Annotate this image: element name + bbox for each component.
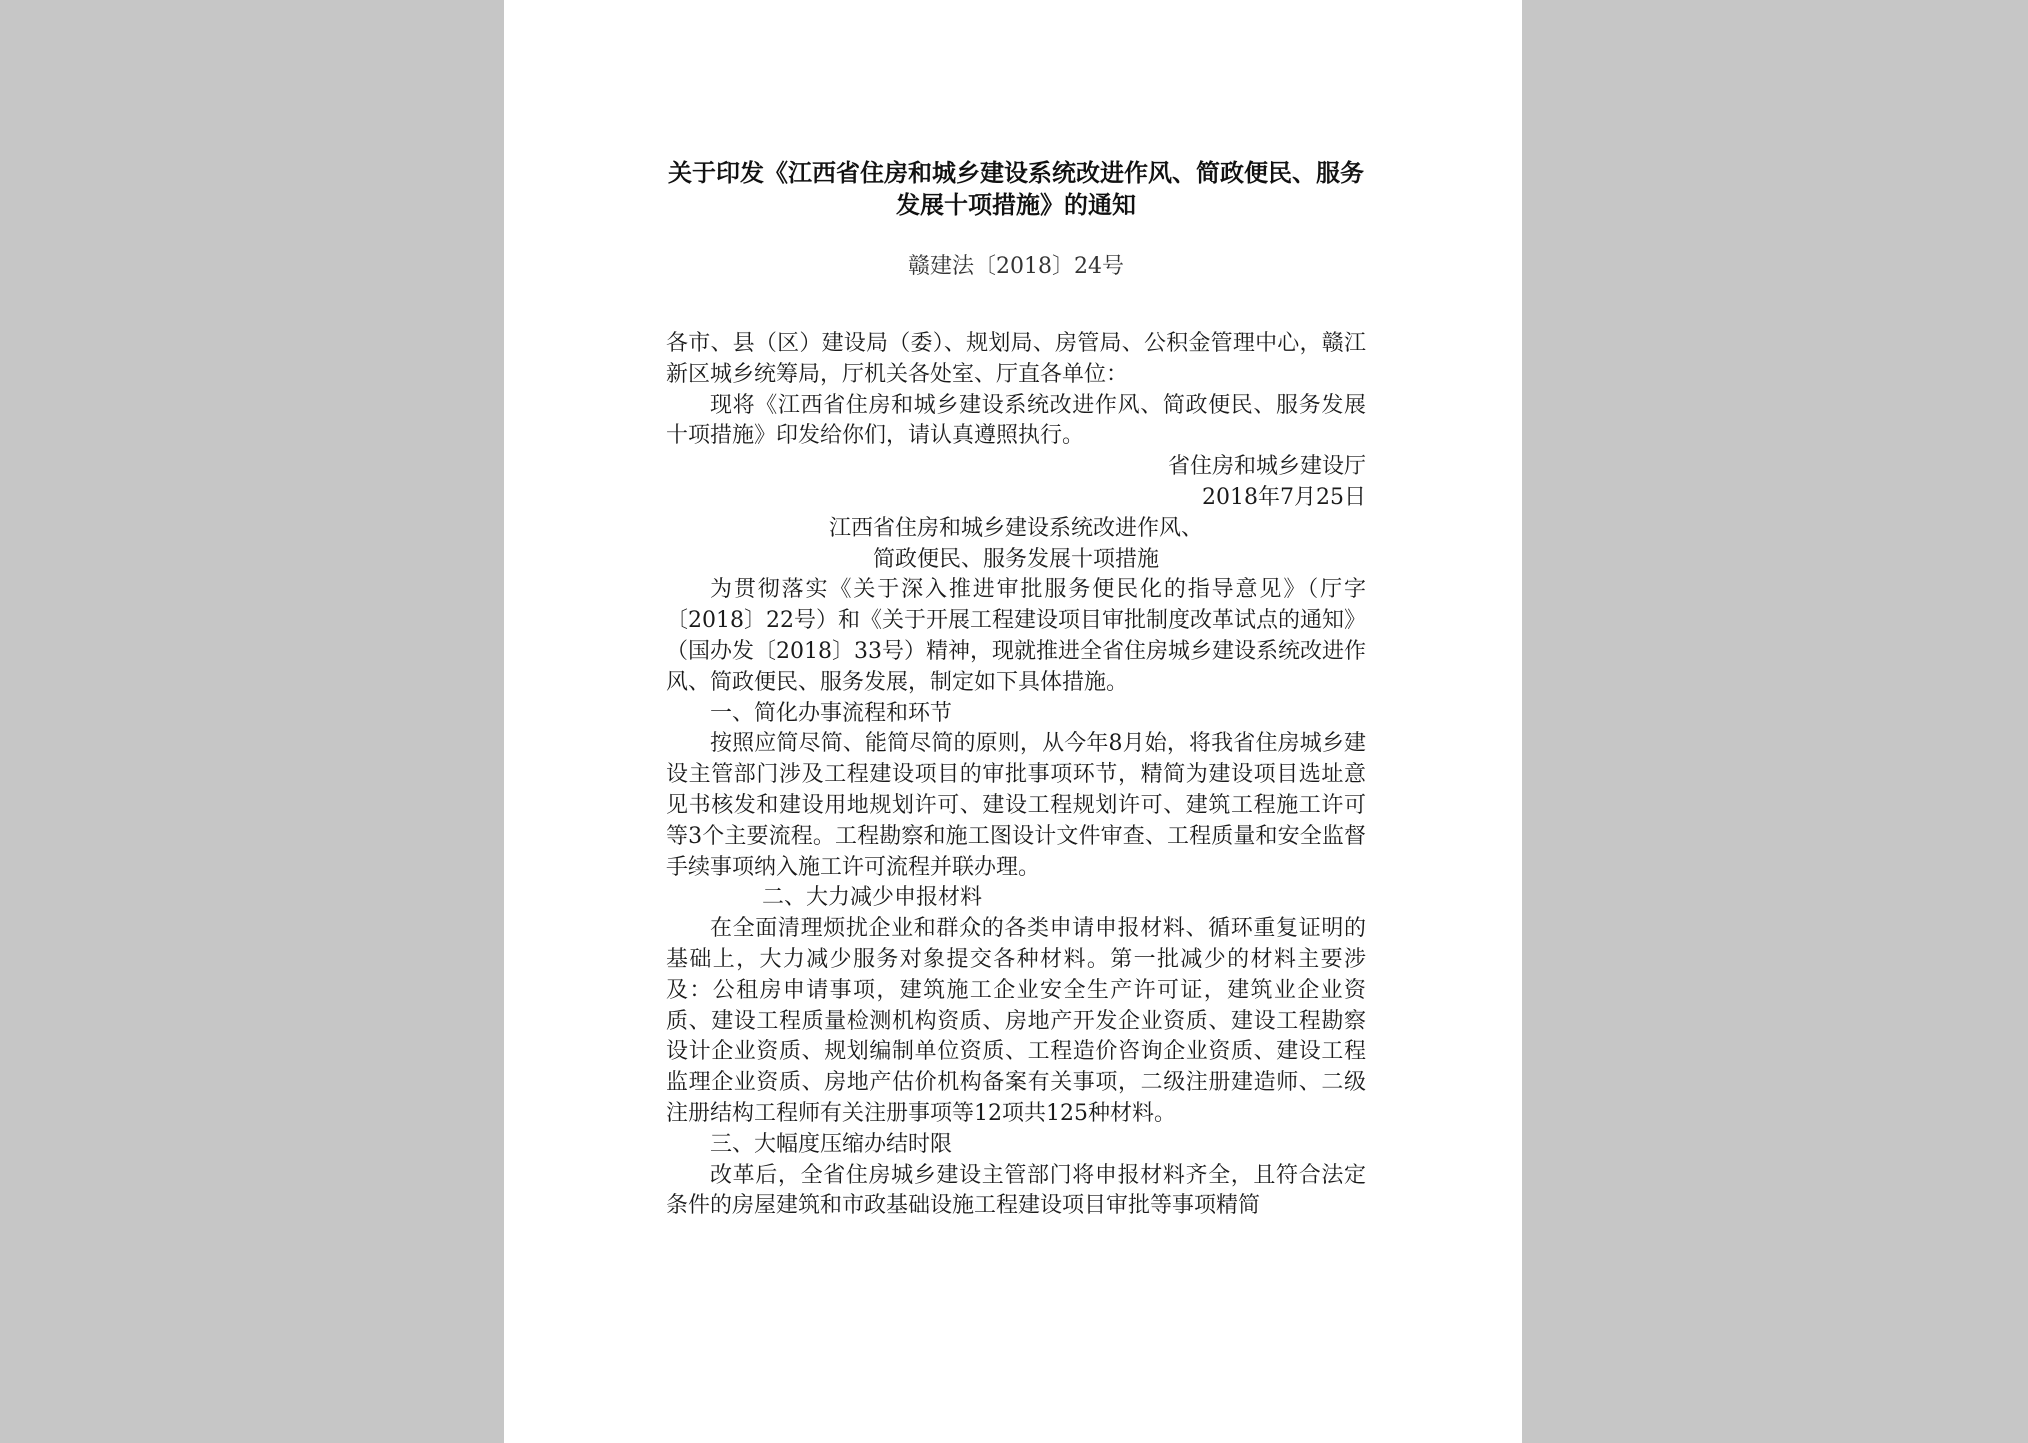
title-line-1: 关于印发《江西省住房和城乡建设系统改进作风、简政便民、服务: [668, 158, 1364, 187]
annex-title-line-2: 简政便民、服务发展十项措施: [872, 546, 1159, 572]
document-number: 赣建法〔2018〕24号: [908, 254, 1124, 279]
issuer: 省住房和城乡建设厅: [1167, 454, 1366, 480]
section-2-text: 在全面清理烦扰企业和群众的各类申请申报材料、循环重复证明的基础上，大力减少服务对象提交各种材料。第一批减少的材料主要涉及：公租房申请事项，建筑施工企业安全生产许可证，建筑业企业资质、建设工程质量检测机构资质、房地产开发企业资质、建设工程勘察设计企业资质、规划编制单位资质、工程造价咨询企业资质、建设工程监理企业资质、房地产估价机构备案有关事项，二级注册建造师、二级注册结构工程师有关注册事项等12项共125种材料。: [666, 916, 1366, 1126]
notice-text: 现将《江西省住房和城乡建设系统改进作风、简政便民、服务发展十项措施》印发给你们，请认真遵照执行。: [666, 392, 1366, 449]
title-line-2: 发展十项措施》的通知: [896, 190, 1136, 219]
addressee: 各市、县（区）建设局（委）、规划局、房管局、公积金管理中心，赣江新区城乡统筹局，厅机关各处室、厅直各单位：: [666, 331, 1366, 387]
intro-paragraph: 为贯彻落实《关于深入推进审批服务便民化的指导意见》（厅字〔2018〕22号）和《关于开展工程建设项目审批制度改革试点的通知》（国办发〔2018〕33号）精神，现就推进全省住房城乡建设系统改进作风、简政便民、服务发展，制定如下具体措施。: [666, 577, 1366, 695]
page-content: [666, 157, 1366, 1222]
document-title: [666, 157, 1366, 221]
document-page: [504, 0, 1522, 1443]
issue-date: 2018年7月25日: [1202, 484, 1366, 510]
section-1-heading: 一、简化办事流程和环节: [710, 700, 953, 726]
annex-title-line-1: 江西省住房和城乡建设系统改进作风、: [828, 515, 1203, 541]
section-1-text: 按照应简尽简、能简尽简的原则，从今年8月始，将我省住房城乡建设主管部门涉及工程建设项目的审批事项环节，精简为建设项目选址意见书核发和建设用地规划许可、建设工程规划许可、建筑工程施工许可等3个主要流程。工程勘察和施工图设计文件审查、工程质量和安全监督手续事项纳入施工许可流程并联办理。: [666, 731, 1366, 880]
section-3-heading: 三、大幅度压缩办结时限: [710, 1131, 953, 1157]
section-2-heading: 二、大力减少申报材料: [762, 885, 983, 911]
section-3-text: 改革后，全省住房城乡建设主管部门将申报材料齐全，且符合法定条件的房屋建筑和市政基础设施工程建设项目审批等事项精简: [666, 1162, 1366, 1219]
